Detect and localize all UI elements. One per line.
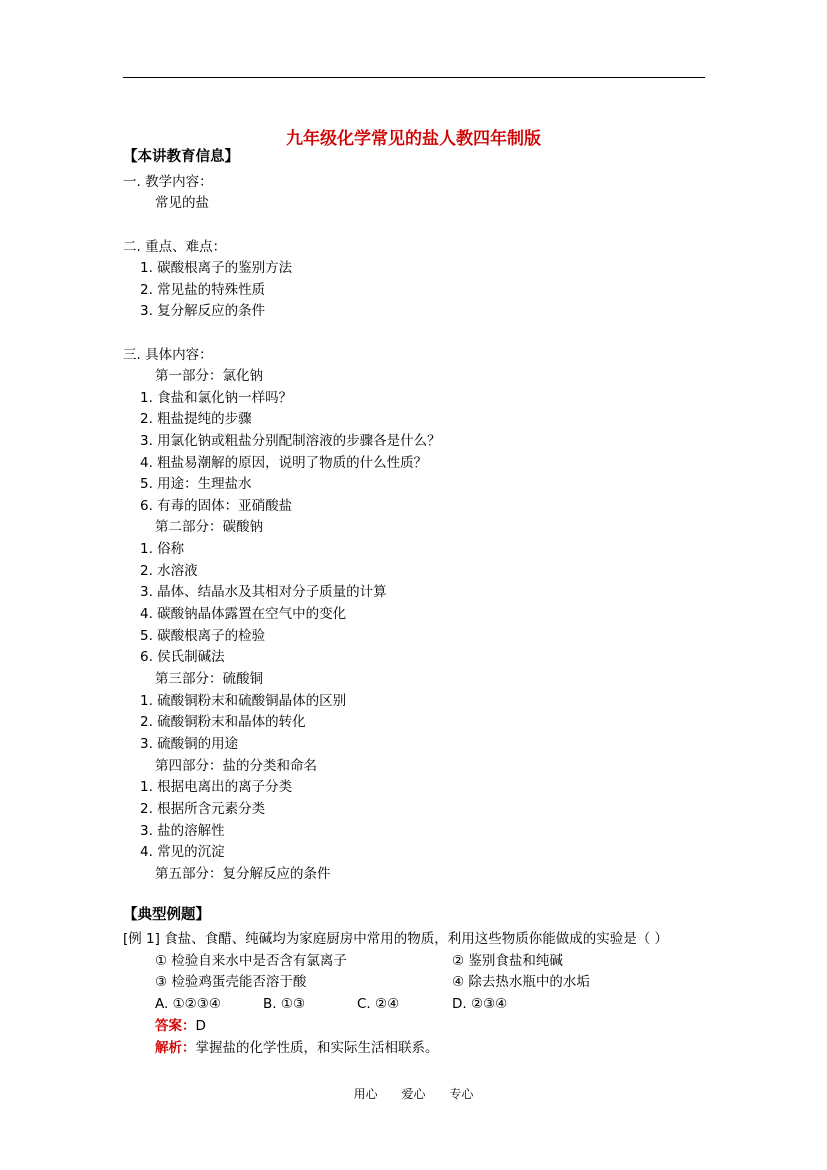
example1-choice-b: B. ①③ [263, 996, 306, 1012]
answer-value: D [195, 1018, 206, 1034]
sec2-item: 2. 常见盐的特殊性质 [140, 282, 266, 298]
part2-item: 5. 碳酸根离子的检验 [140, 628, 266, 644]
part3-item: 1. 硫酸铜粉末和硫酸铜晶体的区别 [140, 693, 347, 709]
part4-item: 1. 根据电离出的离子分类 [140, 779, 293, 795]
sec2-heading: 二. 重点、难点： [123, 239, 227, 255]
part2-title: 第二部分：碳酸钠 [155, 519, 263, 535]
part3-title: 第三部分：硫酸铜 [155, 671, 263, 687]
example1-option-4: ④ 除去热水瓶中的水垢 [452, 974, 590, 990]
analysis-text: 掌握盐的化学性质，和实际生活相联系。 [195, 1040, 439, 1056]
example1-choice-a: A. ①②③④ [155, 996, 221, 1012]
part1-item: 4. 粗盐易潮解的原因，说明了物质的什么性质？ [140, 455, 428, 471]
part2-item: 6. 侯氏制碱法 [140, 649, 225, 665]
example1-option-2: ② 鉴别食盐和纯碱 [452, 953, 563, 969]
part4-item: 4. 常见的沉淀 [140, 844, 225, 860]
part2-item: 1. 俗称 [140, 541, 185, 557]
part3-item: 3. 硫酸铜的用途 [140, 736, 239, 752]
part1-title: 第一部分：氯化钠 [155, 368, 263, 384]
part4-item: 2. 根据所含元素分类 [140, 801, 266, 817]
part1-item: 5. 用途：生理盐水 [140, 476, 252, 492]
part1-item: 6. 有毒的固体：亚硝酸盐 [140, 498, 293, 514]
part5-title: 第五部分：复分解反应的条件 [155, 866, 331, 882]
example1-analysis [155, 1038, 439, 1058]
sec3-heading: 三. 具体内容： [123, 347, 213, 363]
document-title: 九年级化学常见的盐人教四年制版 [286, 129, 541, 149]
sec2-item: 3. 复分解反应的条件 [140, 303, 266, 319]
example1-choice-c: C. ②④ [357, 996, 400, 1012]
sec2-item: 1. 碳酸根离子的鉴别方法 [140, 260, 293, 276]
info-heading: 【本讲教育信息】 [123, 149, 239, 165]
part1-item: 1. 食盐和氯化钠一样吗？ [140, 390, 293, 406]
example1-choice-d: D. ②③④ [452, 996, 508, 1012]
sec1-content: 常见的盐 [155, 195, 209, 211]
part2-item: 4. 碳酸钠晶体露置在空气中的变化 [140, 606, 347, 622]
part4-item: 3. 盐的溶解性 [140, 823, 225, 839]
example1-question: [例 1] 食盐、食醋、纯碱均为家庭厨房中常用的物质，利用这些物质你能做成的实验是（ ） [123, 931, 668, 947]
part1-item: 3. 用氯化钠或粗盐分别配制溶液的步骤各是什么？ [140, 433, 441, 449]
footer-text-a: 用心 [353, 1087, 378, 1101]
examples-heading: 【典型例题】 [123, 907, 210, 923]
part4-title: 第四部分：盐的分类和命名 [155, 758, 317, 774]
page-footer [0, 1085, 827, 1102]
header-rule [123, 77, 705, 78]
part1-item: 2. 粗盐提纯的步骤 [140, 411, 252, 427]
example1-option-1: ① 检验自来水中是否含有氯离子 [155, 953, 347, 969]
sec1-heading: 一. 教学内容： [123, 174, 213, 190]
part2-item: 2. 水溶液 [140, 563, 198, 579]
answer-label: 答案： [155, 1018, 196, 1034]
part2-item: 3. 晶体、结晶水及其相对分子质量的计算 [140, 584, 387, 600]
example1-option-3: ③ 检验鸡蛋壳能否溶于酸 [155, 974, 307, 990]
example1-answer [155, 1016, 206, 1036]
part3-item: 2. 硫酸铜粉末和晶体的转化 [140, 714, 306, 730]
footer-text-c: 专心 [449, 1087, 474, 1101]
analysis-label: 解析： [155, 1040, 196, 1056]
footer-text-b: 爱心 [401, 1087, 426, 1101]
